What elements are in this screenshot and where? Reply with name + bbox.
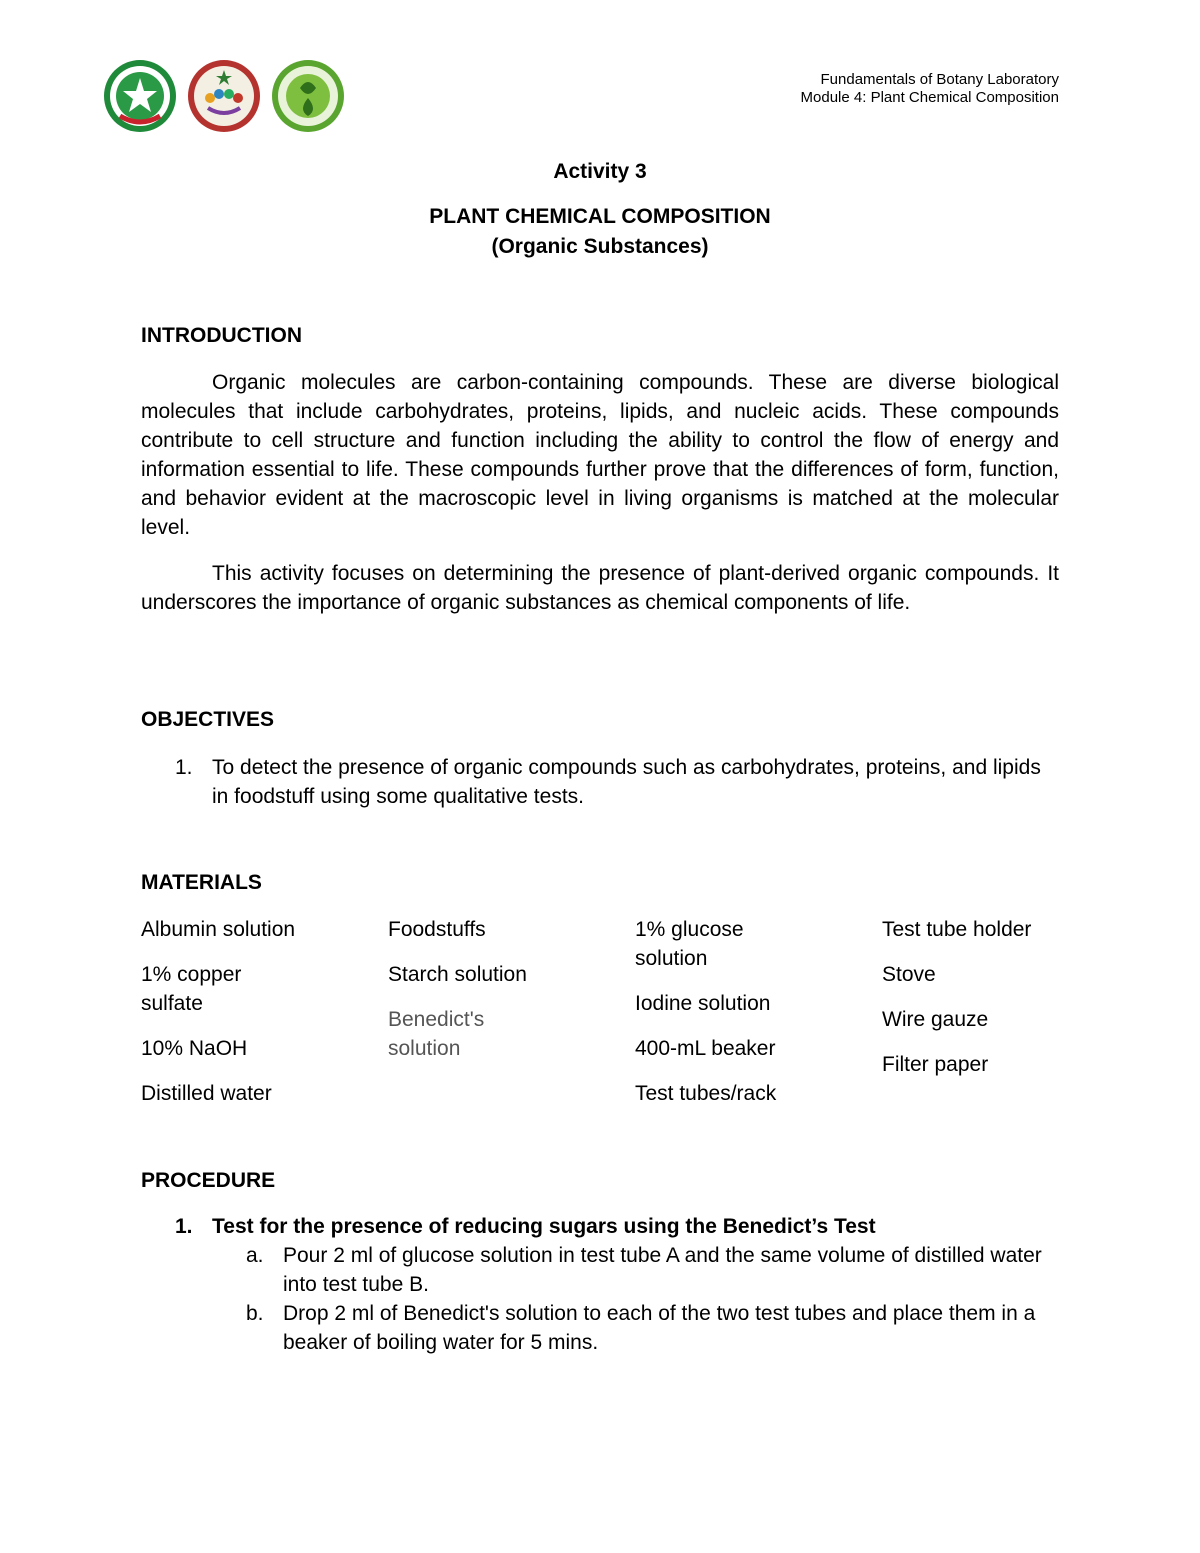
step-number: 1. (175, 1215, 193, 1238)
document-title: PLANT CHEMICAL COMPOSITION (429, 205, 771, 228)
college-seal-logo (186, 58, 262, 134)
material-item: Foodstuffs (388, 918, 486, 941)
procedure-substep (141, 1299, 1059, 1357)
materials-heading: MATERIALS (141, 871, 262, 894)
university-seal-logo (102, 58, 178, 134)
objective-text: To detect the presence of organic compounds such as carbohydrates, proteins, and lipids in foodstuff using some qualitative tests. (212, 756, 1041, 808)
module-title: Module 4: Plant Chemical Composition (800, 89, 1059, 106)
intro-paragraph-1: Organic molecules are carbon-containing compounds. These are diverse biological molecules that include carbohydrates, proteins, lipids, and nucleic acids. These compounds contribute to cell structure and function including the ability to control the flow of energy and information essential to life. These compounds further prove that the differences of form, function, and behavior evident at the macroscopic level in living organisms is matched at the molecular level. (141, 371, 1059, 539)
materials-column-4 (882, 915, 1082, 1095)
objective-number: 1. (175, 756, 193, 779)
material-item: Filter paper (882, 1053, 989, 1076)
materials-column-1 (141, 915, 341, 1124)
procedure-step (141, 1212, 1059, 1241)
page-header (801, 71, 1059, 107)
material-item: 1% copper sulfate (141, 963, 242, 1015)
material-item: Test tubes/rack (635, 1082, 777, 1105)
objectives-heading: OBJECTIVES (141, 708, 275, 731)
step-title: Test for the presence of reducing sugars using the Benedict’s Test (212, 1215, 876, 1238)
substep-letter: b. (246, 1302, 264, 1325)
substep-letter: a. (246, 1244, 264, 1267)
material-item: 10% NaOH (141, 1037, 248, 1060)
header-logos (102, 58, 346, 134)
material-item: Albumin solution (141, 918, 296, 941)
procedure-heading: PROCEDURE (141, 1169, 276, 1192)
procedure-list (141, 1212, 1059, 1357)
activity-label: Activity 3 (553, 160, 647, 183)
material-item: Stove (882, 963, 936, 986)
objective-item (141, 753, 1059, 811)
material-item: Test tube holder (882, 918, 1032, 941)
material-item: Starch solution (388, 963, 527, 986)
substep-text: Pour 2 ml of glucose solution in test tube A and the same volume of distilled water into test tube B. (283, 1244, 1042, 1296)
materials-column-2 (388, 915, 588, 1079)
procedure-substep (141, 1241, 1059, 1299)
material-item: Wire gauze (882, 1008, 989, 1031)
introduction-heading: INTRODUCTION (141, 324, 302, 347)
material-item: Benedict's solution (388, 1008, 485, 1060)
department-seal-logo (270, 58, 346, 134)
material-item: Iodine solution (635, 992, 771, 1015)
substep-text: Drop 2 ml of Benedict's solution to each of the two test tubes and place them in a beaker of boiling water for 5 mins. (283, 1302, 1036, 1354)
material-item: 1% glucose solution (635, 918, 744, 970)
material-item: 400-mL beaker (635, 1037, 776, 1060)
materials-column-3 (635, 915, 835, 1124)
material-item: Distilled water (141, 1082, 272, 1105)
document-subtitle: (Organic Substances) (491, 235, 709, 258)
intro-paragraph-2: This activity focuses on determining the presence of plant-derived organic compounds. It underscores the importance of organic substances as chemical components of life. (141, 562, 1059, 614)
course-title: Fundamentals of Botany Laboratory (820, 71, 1059, 88)
